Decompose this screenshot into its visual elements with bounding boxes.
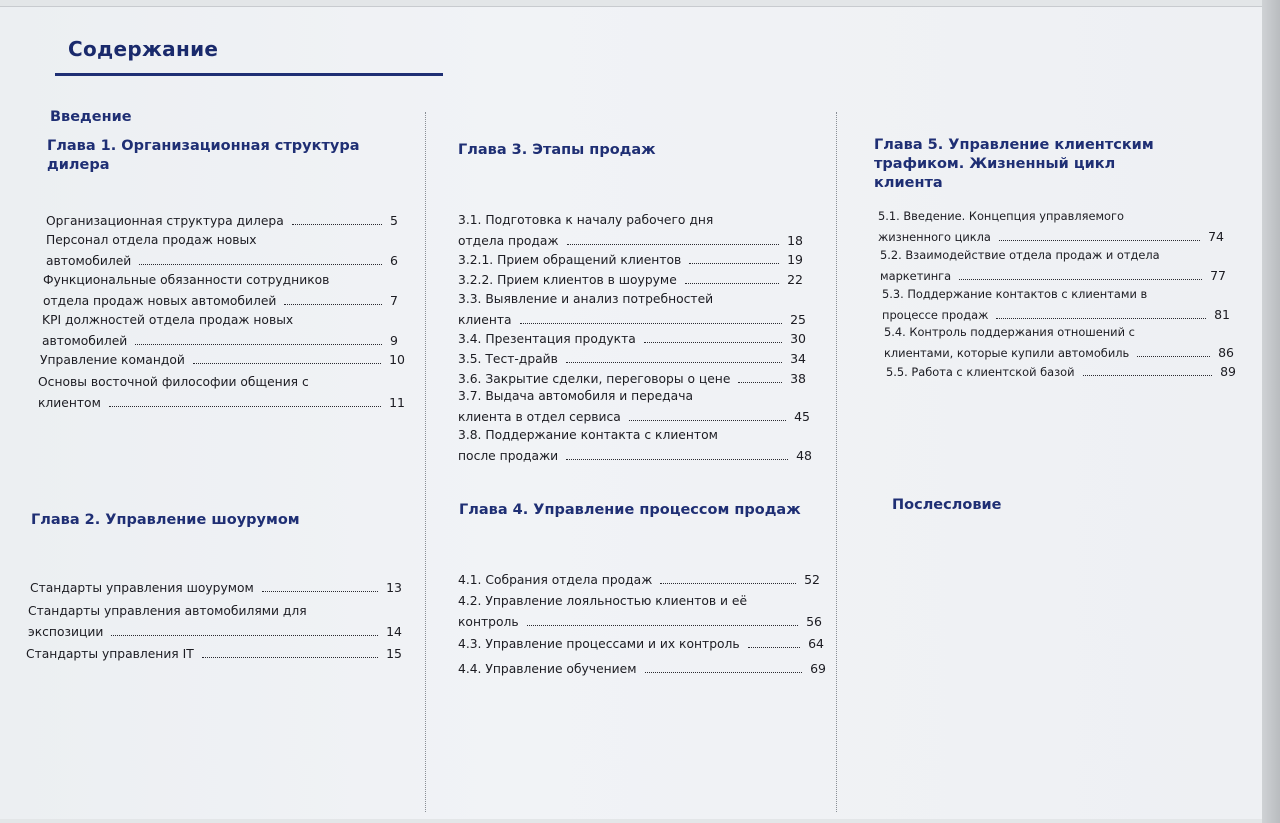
toc-entry [880,246,1226,286]
leader-dots [193,363,381,364]
page-number: 11 [389,394,405,410]
toc-entry [30,578,402,599]
page-number: 15 [386,646,402,661]
leader-dots [139,264,382,265]
entry-text: 3.6. Закрытие сделки, переговоры о цене [458,372,731,386]
leader-dots [527,625,799,626]
leader-dots [738,382,782,383]
page-number: 19 [787,252,803,267]
title-underline [55,73,443,76]
entry-text: 3.2.2. Прием клиентов в шоуруме [458,273,677,287]
section-intro: Введение [50,109,132,125]
entry-text-line1: 5.2. Взаимодействие отдела продаж и отдела [880,248,1160,262]
toc-entry [458,634,824,655]
toc-entry [38,373,405,413]
leader-dots [1083,375,1213,376]
leader-dots [202,657,378,658]
leader-dots [660,583,796,584]
entry-text-line1: 5.4. Контроль поддержания отношений с [884,325,1135,339]
entry-text: после продажи [458,448,559,463]
leader-dots [111,635,378,636]
entry-text: 4.1. Собрания отдела продаж [458,573,653,587]
entry-text-line1: 3.1. Подготовка к началу рабочего дня [458,213,714,227]
toc-entry [26,644,402,665]
entry-text: Стандарты управления IT [26,647,194,661]
entry-text: клиентами, которые купили автомобиль [884,345,1130,360]
entry-text: 4.3. Управление процессами и их контроль [458,637,740,651]
entry-text: контроль [458,614,519,629]
leader-dots [566,362,782,363]
toc-entry [28,602,402,642]
page-number: 77 [1210,267,1226,283]
entry-text: клиентом [38,395,101,410]
toc-entry [43,271,398,311]
page-number: 38 [790,371,806,386]
document-page [0,6,1262,819]
leader-dots [135,344,382,345]
entry-text: 5.5. Работа с клиентской базой [886,365,1075,379]
entry-text: 3.2.1. Прием обращений клиентов [458,253,682,267]
leader-dots [109,406,381,407]
page-number: 30 [790,331,806,346]
entry-text-line1: 5.3. Поддержание контактов с клиентами в [882,287,1148,301]
chapter-2-heading: Глава 2. Управление шоурумом [31,512,300,528]
page-edge [1262,0,1280,823]
entry-text: Организационная структура дилера [46,214,284,228]
leader-dots [748,647,800,648]
page-number: 86 [1218,344,1234,360]
page-title: Содержание [68,37,219,61]
page-number: 18 [787,232,803,248]
leader-dots [644,342,782,343]
entry-text: автомобилей [46,253,132,268]
page-number: 89 [1220,364,1236,379]
leader-dots [566,459,788,460]
page-number: 52 [804,572,820,587]
chapter-5-heading: Глава 5. Управление клиентским трафиком. Жизненный цикл клиента [874,137,1154,191]
leader-dots [689,263,779,264]
toc-entry [882,285,1230,325]
entry-text: отдела продаж новых автомобилей [43,293,277,308]
entry-text: экспозиции [28,624,104,639]
entry-text-line1: Стандарты управления автомобилями для [28,604,307,618]
entry-text: автомобилей [42,333,128,348]
leader-dots [685,283,779,284]
leader-dots [292,224,382,225]
page-number: 74 [1208,228,1224,244]
toc-entry [458,270,803,291]
leader-dots [645,672,803,673]
toc-entry [886,362,1236,383]
leader-dots [284,304,382,305]
column-divider [425,112,426,812]
page-number: 34 [790,351,806,366]
column-divider [836,112,837,812]
toc-entry [458,659,826,680]
chapter-4-heading: Глава 4. Управление процессом продаж [459,502,801,518]
leader-dots [262,591,378,592]
chapter-1-heading: Глава 1. Организационная структура дилера [47,138,360,173]
page-number: 48 [796,447,812,463]
entry-text: процессе продаж [882,307,989,322]
leader-dots [567,244,780,245]
entry-text-line1: Персонал отдела продаж новых [46,233,257,247]
page-number: 10 [389,352,405,367]
entry-text-line1: 5.1. Введение. Концепция управляемого [878,209,1124,223]
leader-dots [999,240,1200,241]
toc-entry [458,329,806,350]
page-number: 6 [390,252,398,268]
leader-dots [1137,356,1210,357]
entry-text-line1: 3.8. Поддержание контакта с клиентом [458,428,718,442]
page-number: 25 [790,311,806,327]
entry-text: жизненного цикла [878,229,991,244]
section-afterword: Послесловие [892,497,1002,513]
toc-entry [42,311,398,351]
toc-entry [46,211,398,232]
page-number: 69 [810,661,826,676]
entry-text: клиента в отдел сервиса [458,409,621,424]
toc-entry [458,592,822,632]
page-number: 64 [808,636,824,651]
toc-entry [458,290,806,330]
toc-entry [458,570,820,591]
page-number: 56 [806,613,822,629]
page-number: 45 [794,408,810,424]
entry-text-line1: 3.7. Выдача автомобиля и передача [458,389,693,403]
toc-entry [884,323,1234,363]
entry-text: 4.4. Управление обучением [458,662,637,676]
toc-entry [458,387,810,427]
page-number: 14 [386,623,402,639]
toc-entry [40,350,405,371]
entry-text: 3.4. Презентация продукта [458,332,636,346]
page-number: 7 [390,292,398,308]
page-number: 13 [386,580,402,595]
entry-text: Стандарты управления шоурумом [30,581,254,595]
entry-text: отдела продаж [458,233,559,248]
toc-entry [878,207,1224,247]
entry-text: клиента [458,312,512,327]
leader-dots [520,323,783,324]
toc-entry [458,211,803,251]
entry-text: 3.5. Тест-драйв [458,352,558,366]
page-number: 22 [787,272,803,287]
entry-text-line1: Функциональные обязанности сотрудников [43,273,330,287]
toc-entry [458,349,806,370]
leader-dots [959,279,1202,280]
chapter-3-heading: Глава 3. Этапы продаж [458,142,656,158]
entry-text-line1: 3.3. Выявление и анализ потребностей [458,292,714,306]
toc-entry [458,426,812,466]
leader-dots [996,318,1206,319]
leader-dots [629,420,786,421]
toc-entry [458,250,803,271]
page-number: 81 [1214,306,1230,322]
entry-text-line1: Основы восточной философии общения с [38,375,309,389]
page-number: 5 [390,213,398,228]
toc-entry [46,231,398,271]
entry-text: Управление командой [40,353,185,367]
page-number: 9 [390,332,398,348]
entry-text: маркетинга [880,268,952,283]
entry-text-line1: KPI должностей отдела продаж новых [42,313,294,327]
entry-text-line1: 4.2. Управление лояльностью клиентов и её [458,594,748,608]
